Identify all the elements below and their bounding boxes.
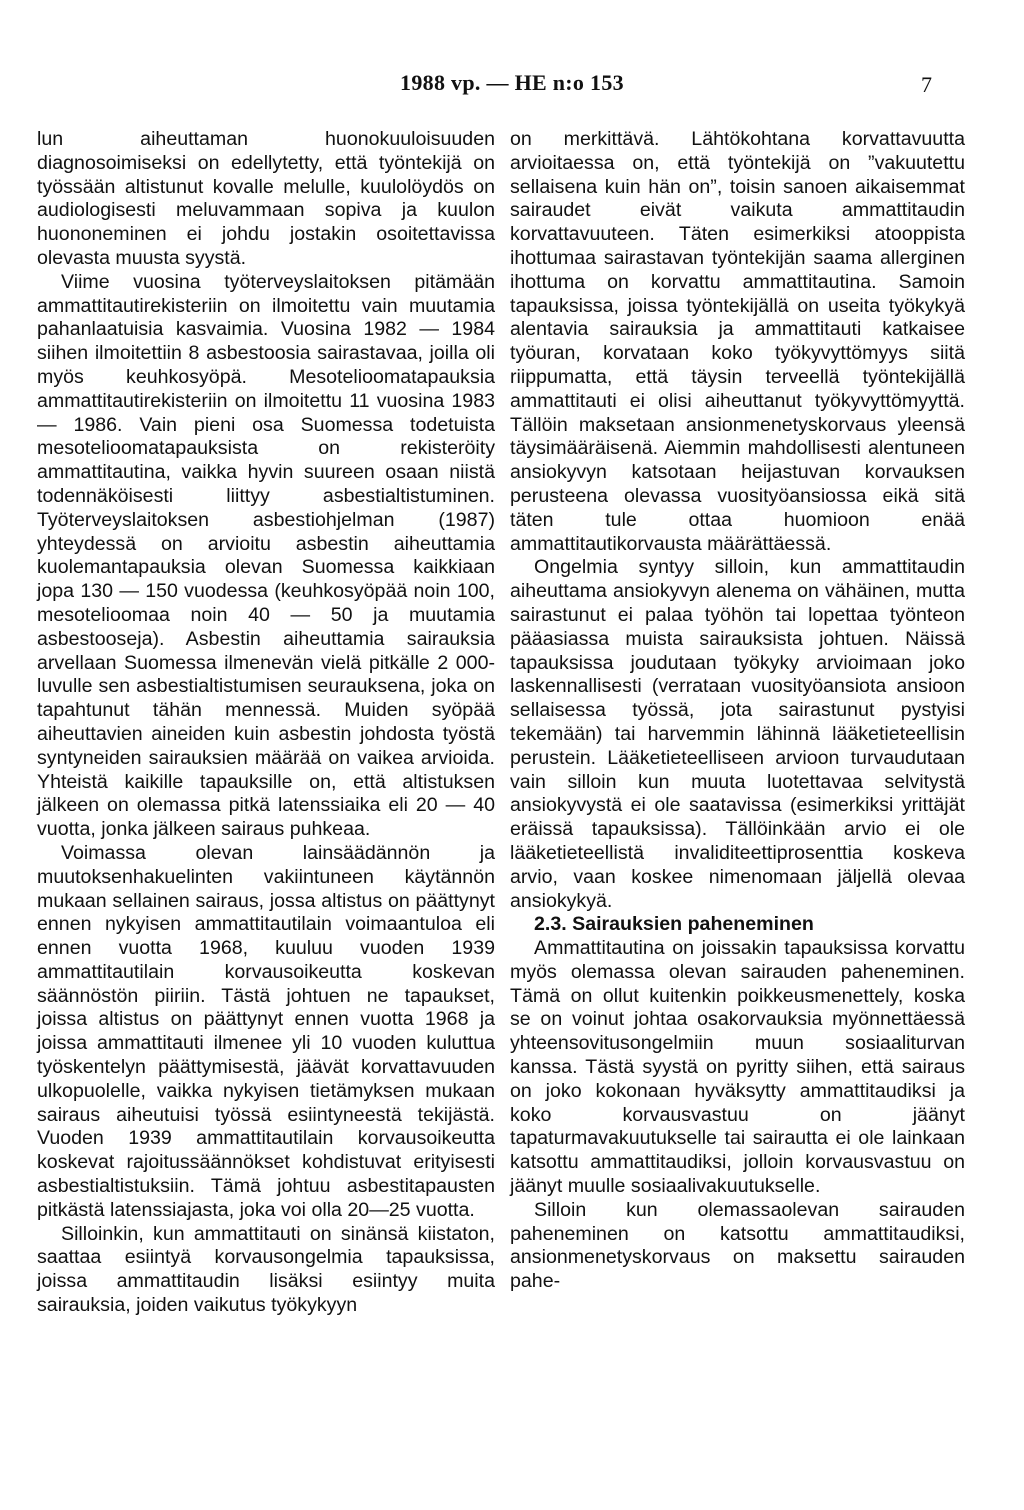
running-header-title: 1988 vp. — HE n:o 153 (400, 70, 624, 95)
left-column (37, 128, 495, 1318)
right-column (510, 128, 965, 1294)
paragraph: on merkittävä. Lähtökohtana korvattavuutta arvioitaessa on, että työntekijä on ”vakuutettu sellaisena kuin hän on”, toisin sanoen aikaisemmat sairaudet eivät vaikuta ammattitaudin korvattavuuteen. Täten esimerkiksi atooppista ihottumaa sairastavan työntekijän saama allerginen ihottuma on korvattu ammattitautina. Samoin tapauksissa, joissa työntekijällä on useita työkykyä alentavia sairauksia ja ammattitauti katkaisee työuran, korvataan koko työkyvyttömyys siitä riippumatta, että täysin terveellä työntekijällä ammattitauti ei olisi aiheuttanut työkyvyttömyyttä. Tällöin maksetaan ansionmenetyskorvaus yleensä täysimääräisenä. Aiemmin mahdollisesti alentuneen ansiokyvyn katsotaan heijastuvan korvauksen perusteena olevassa vuosityöansiossa eikä sitä täten tule ottaa huomioon enää ammattitautikorvausta määrättäessä. (510, 128, 965, 555)
paragraph: Ammattitautina on joissakin tapauksissa korvattu myös olemassa olevan sairauden paheneminen. Tämä on ollut kuitenkin poikkeusmenettely, koska se on voinut johtaa osakorvauksia myönnettäessä yhteensovitusongelmiin muun sosiaaliturvan kanssa. Tästä syystä on pyritty siihen, että sairaus on joko kokonaan hyväksytty ammattitaudiksi ja koko korvausvastuu on jäänyt tapaturmavakuutukselle tai sairautta ei ole lainkaan katsottu ammattitaudiksi, jolloin korvausvastuu on jäänyt muulle sosiaalivakuutukselle. (510, 937, 965, 1198)
page-header (0, 70, 1024, 102)
section-heading: 2.3. Sairauksien paheneminen (534, 913, 814, 936)
paragraph: Silloinkin, kun ammattitauti on sinänsä kiistaton, saattaa esiintyä korvausongelmia tapauksissa, joissa ammattitaudin lisäksi esiintyy muita sairauksia, joiden vaikutus työkykyyn (37, 1222, 495, 1317)
paragraph: Silloin kun olemassaolevan sairauden paheneminen on katsottu ammattitaudiksi, ansionmenetyskorvaus on maksettu sairauden pahe- (510, 1198, 965, 1293)
paragraph: Ongelmia syntyy silloin, kun ammattitaudin aiheuttama ansiokyvyn alenema on vähäinen, mutta sairastunut ei palaa työhön tai lopettaa työnteon pääasiassa muista sairauksista johtuen. Näissä tapauksissa joudutaan työkyky arvioimaan joko laskennallisesti (verrataan vuosityöansiota ansioon sellaisessa työssä, jota sairastunut pystyisi tekemään) tai harvemmin lähinnä lääketieteellisin perustein. Lääketieteelliseen arvioon turvaudutaan vain silloin kun muuta luotettavaa selvitystä ansiokyvystä ei ole saatavissa (esimerkiksi yrittäjät eräissä tapauksissa). Tällöinkään arvio ei ole lääketieteellistä invaliditeettiprosenttia koskeva arvio, vaan koskee nimenomaan jäljellä olevaa ansiokykyä. (510, 556, 965, 912)
paragraph: lun aiheuttaman huonokuuloisuuden diagnosoimiseksi on edellytetty, että työntekijä on työssään altistunut kovalle melulle, kuulolöydös on audiologisesti meluvammaan sopiva ja kuulon huononeminen ei johdu jostakin osoitettavissa olevasta muusta syystä. (37, 128, 495, 269)
paragraph: Viime vuosina työterveyslaitoksen pitämään ammattitautirekisteriin on ilmoitettu vain muutamia pahanlaatuisia kasvaimia. Vuosina 1982 — 1984 siihen ilmoitettiin 8 asbestoosia sairastavaa, joilla oli myös keuhkosyöpä. Mesotelioomatapauksia ammattitautirekisteriin on ilmoitettu 11 vuosina 1983 — 1986. Vain pieni osa Suomessa todetuista mesotelioomatapauksista on rekisteröity ammattitautina, vaikka hyvin suureen osaan niistä todennäköisesti liittyy asbestialtistuminen. Työterveyslaitoksen asbestiohjelman (1987) yhteydessä on arvioitu asbestin aiheuttamia kuolemantapauksia olevan Suomessa kaikkiaan jopa 130 — 150 vuodessa (keuhkosyöpää noin 100, mesotelioomaa noin 40 — 50 ja muutamia asbestooseja). Asbestin aiheuttamia sairauksia arvellaan Suomessa ilmenevän vielä pitkälle 2 000-luvulle sen asbestialtistumisen seurauksena, joka on tapahtunut tähän mennessä. Muiden syöpää aiheuttavien aineiden kuin asbestin johdosta työstä syntyneiden sairauksien määrää on vaikea arvioida. Yhteistä kaikille tapauksille on, että altistuksen jälkeen on olemassa pitkä latenssiaika eli 20 — 40 vuotta, jonka jälkeen sairaus puhkeaa. (37, 270, 495, 841)
page-number: 7 (921, 72, 932, 97)
paragraph: Voimassa olevan lainsäädännön ja muutoksenhakuelinten vakiintuneen käytännön mukaan sellainen sairaus, jossa altistus on päättynyt ennen nykyisen ammattitautilain voimaantuloa eli ennen vuotta 1968, kuuluu vuoden 1939 ammattitautilain korvausoikeutta koskevan säännöstön piiriin. Tästä johtuen ne tapaukset, joissa altistus on päättynyt ennen vuotta 1968 ja joissa ammattitauti ilmenee yli 10 vuoden kuluttua työskentelyn päättymisestä, jäävät korvattavuuden ulkopuolelle, vaikka nykyisen tietämyksen mukaan sairaus aiheutuisi työssä esiintyneestä tekijästä. Vuoden 1939 ammattitautilain korvausoikeutta koskevat rajoitussäännökset kohdistuvat erityisesti asbestialtistuksiin. Tämä johtuu asbestitapausten pitkästä latenssiajasta, joka voi olla 20—25 vuotta. (37, 841, 495, 1221)
